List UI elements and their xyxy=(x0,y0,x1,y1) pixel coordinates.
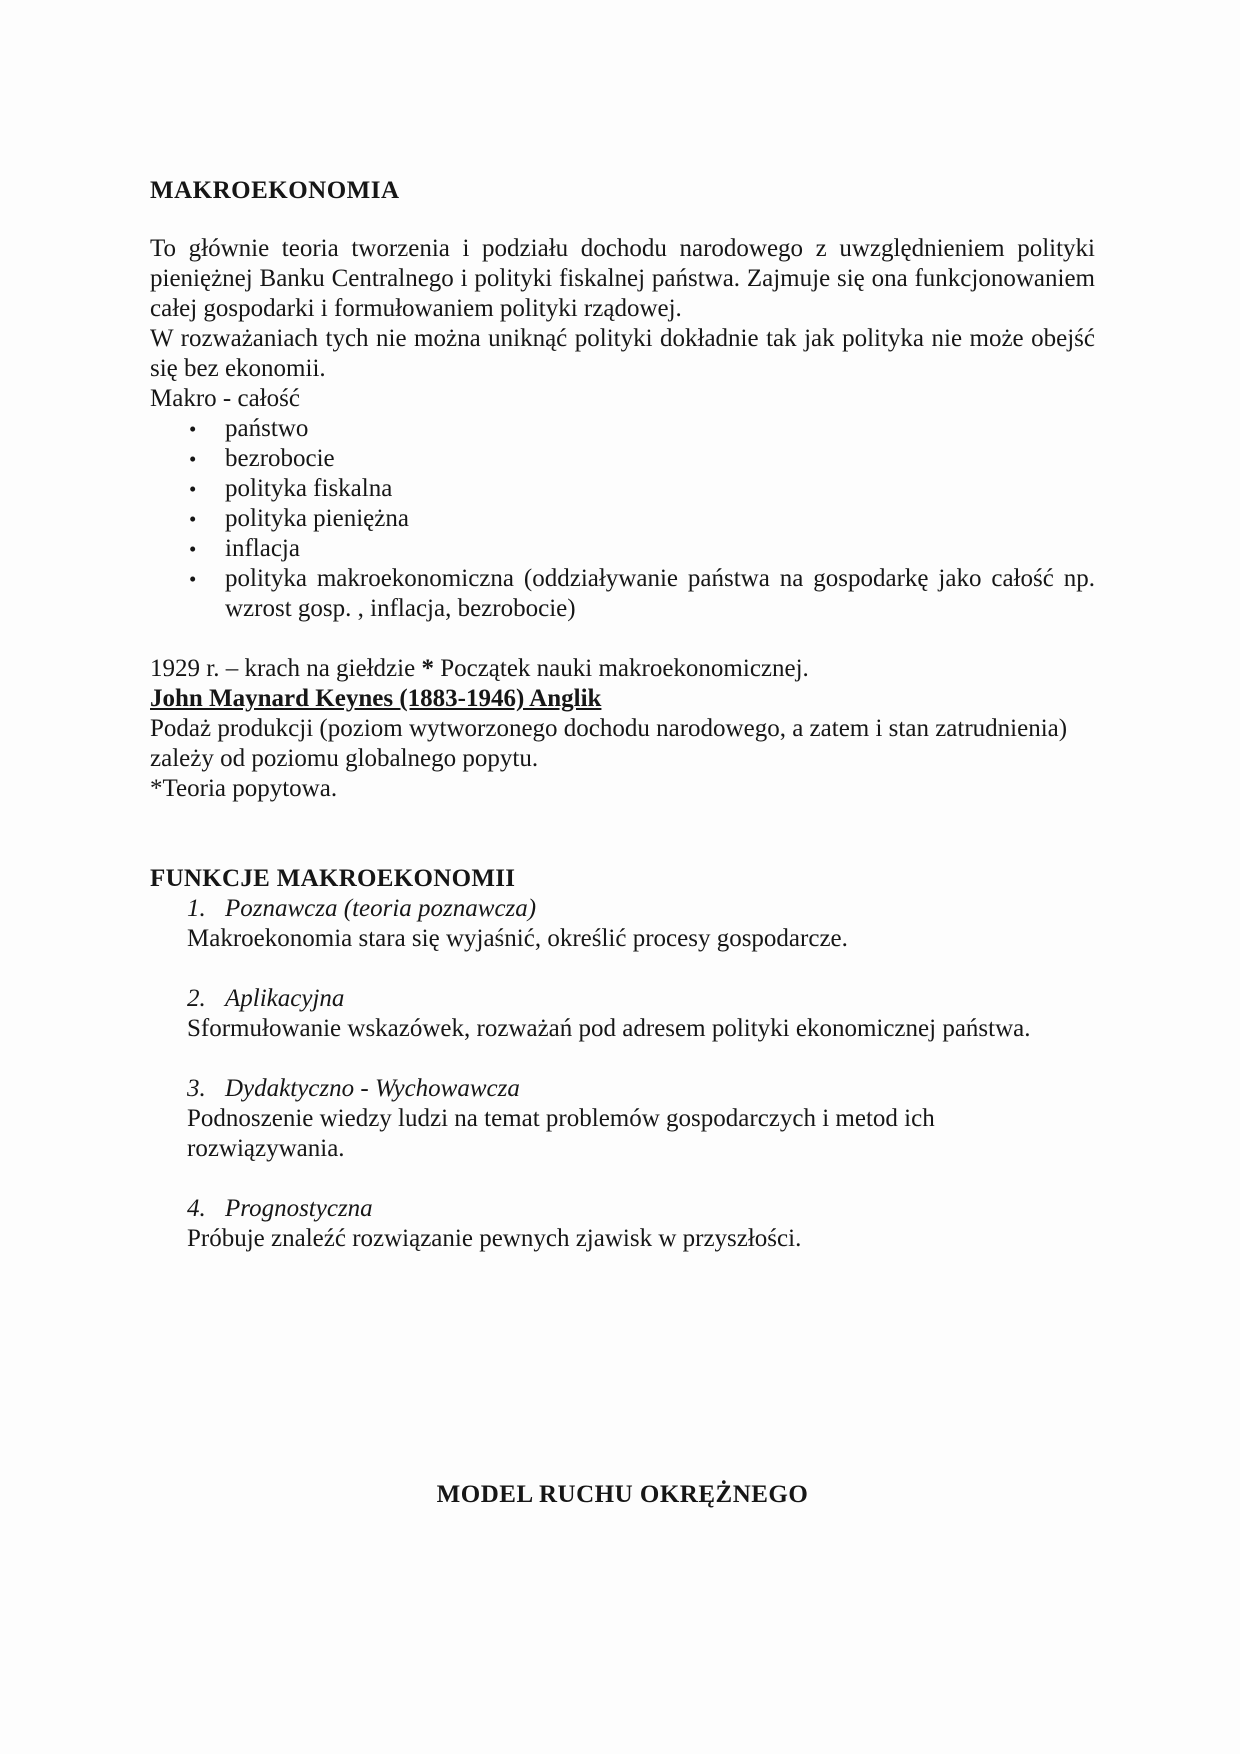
list-item xyxy=(150,474,1095,504)
function-item-number: 1. xyxy=(187,895,206,922)
functions-section xyxy=(150,864,1095,1254)
function-item-name: Aplikacyjna xyxy=(225,985,345,1012)
function-item xyxy=(187,984,1095,1044)
history-block xyxy=(150,654,1095,804)
function-item-name: Poznawcza (teoria poznawcza) xyxy=(225,895,537,922)
function-item-name: Dydaktyczno - Wychowawcza xyxy=(225,1075,520,1102)
crash-1929-text: 1929 r. – krach na giełdzie xyxy=(150,655,416,682)
function-item xyxy=(187,1194,1095,1254)
intro-paragraph-1: To głównie teoria tworzenia i podziału dochodu narodowego z uwzględnieniem polityki pieniężnej Banku Centralnego i polityki fiskalnej państwa. Zajmuje się ona funkcjonowaniem całej gospodarki i formułowaniem polityki rządowej. xyxy=(150,235,1095,322)
makro-definition-line: Makro - całość xyxy=(150,385,300,412)
bullet-icon: • xyxy=(189,417,197,441)
list-item-label: polityka makroekonomiczna (oddziaływanie państwa na gospodarkę jako całość np. wzrost gosp. , inflacja, bezrobocie) xyxy=(225,565,1095,622)
crash-1929-continuation: Początek nauki makroekonomicznej. xyxy=(440,655,809,682)
crash-1929-line xyxy=(150,654,1095,684)
function-item-title xyxy=(187,984,1095,1014)
function-item-name: Prognostyczna xyxy=(225,1195,373,1222)
function-item-description: Próbuje znaleźć rozwiązanie pewnych zjawisk w przyszłości. xyxy=(187,1225,802,1252)
keynes-heading: John Maynard Keynes (1883-1946) Anglik xyxy=(150,685,602,712)
list-item xyxy=(150,564,1095,624)
function-item-title xyxy=(187,894,1095,924)
function-item-title xyxy=(187,1074,1095,1104)
list-item xyxy=(150,504,1095,534)
list-item-label: państwo xyxy=(225,415,309,442)
demand-theory-line: *Teoria popytowa. xyxy=(150,775,338,802)
intro-paragraph-2: W rozważaniach tych nie można uniknąć polityki dokładnie tak jak polityka nie może obejść się bez ekonomii. xyxy=(150,325,1095,382)
functions-heading: FUNKCJE MAKROEKONOMII xyxy=(150,865,516,892)
macro-topics-list xyxy=(150,414,1095,624)
function-item-title xyxy=(187,1194,1095,1224)
list-item-label: bezrobocie xyxy=(225,445,335,472)
list-item xyxy=(150,534,1095,564)
asterisk-marker: * xyxy=(421,655,434,682)
list-item-label: inflacja xyxy=(225,535,300,562)
function-item-description: Makroekonomia stara się wyjaśnić, określić procesy gospodarcze. xyxy=(187,925,848,952)
bullet-icon: • xyxy=(189,447,197,471)
function-item-number: 2. xyxy=(187,985,206,1012)
function-item-number: 3. xyxy=(187,1075,206,1102)
function-item xyxy=(187,1074,1095,1164)
bullet-icon: • xyxy=(189,477,197,501)
bullet-icon: • xyxy=(189,507,197,531)
function-item-description: Podnoszenie wiedzy ludzi na temat problemów gospodarczych i metod ich rozwiązywania. xyxy=(187,1105,935,1162)
bullet-icon: • xyxy=(189,537,197,561)
function-item xyxy=(187,894,1095,954)
supply-paragraph: Podaż produkcji (poziom wytworzonego dochodu narodowego, a zatem i stan zatrudnienia) zależy od poziomu globalnego popytu. xyxy=(150,715,1068,772)
list-item xyxy=(150,444,1095,474)
list-item-label: polityka pieniężna xyxy=(225,505,409,532)
list-item xyxy=(150,414,1095,444)
function-item-number: 4. xyxy=(187,1195,206,1222)
function-item-description: Sformułowanie wskazówek, rozważań pod adresem polityki ekonomicznej państwa. xyxy=(187,1015,1031,1042)
bullet-icon: • xyxy=(189,567,197,591)
page-title: MAKROEKONOMIA xyxy=(150,177,400,204)
circular-flow-model-title: MODEL RUCHU OKRĘŻNEGO xyxy=(436,1481,809,1508)
list-item-label: polityka fiskalna xyxy=(225,475,393,502)
